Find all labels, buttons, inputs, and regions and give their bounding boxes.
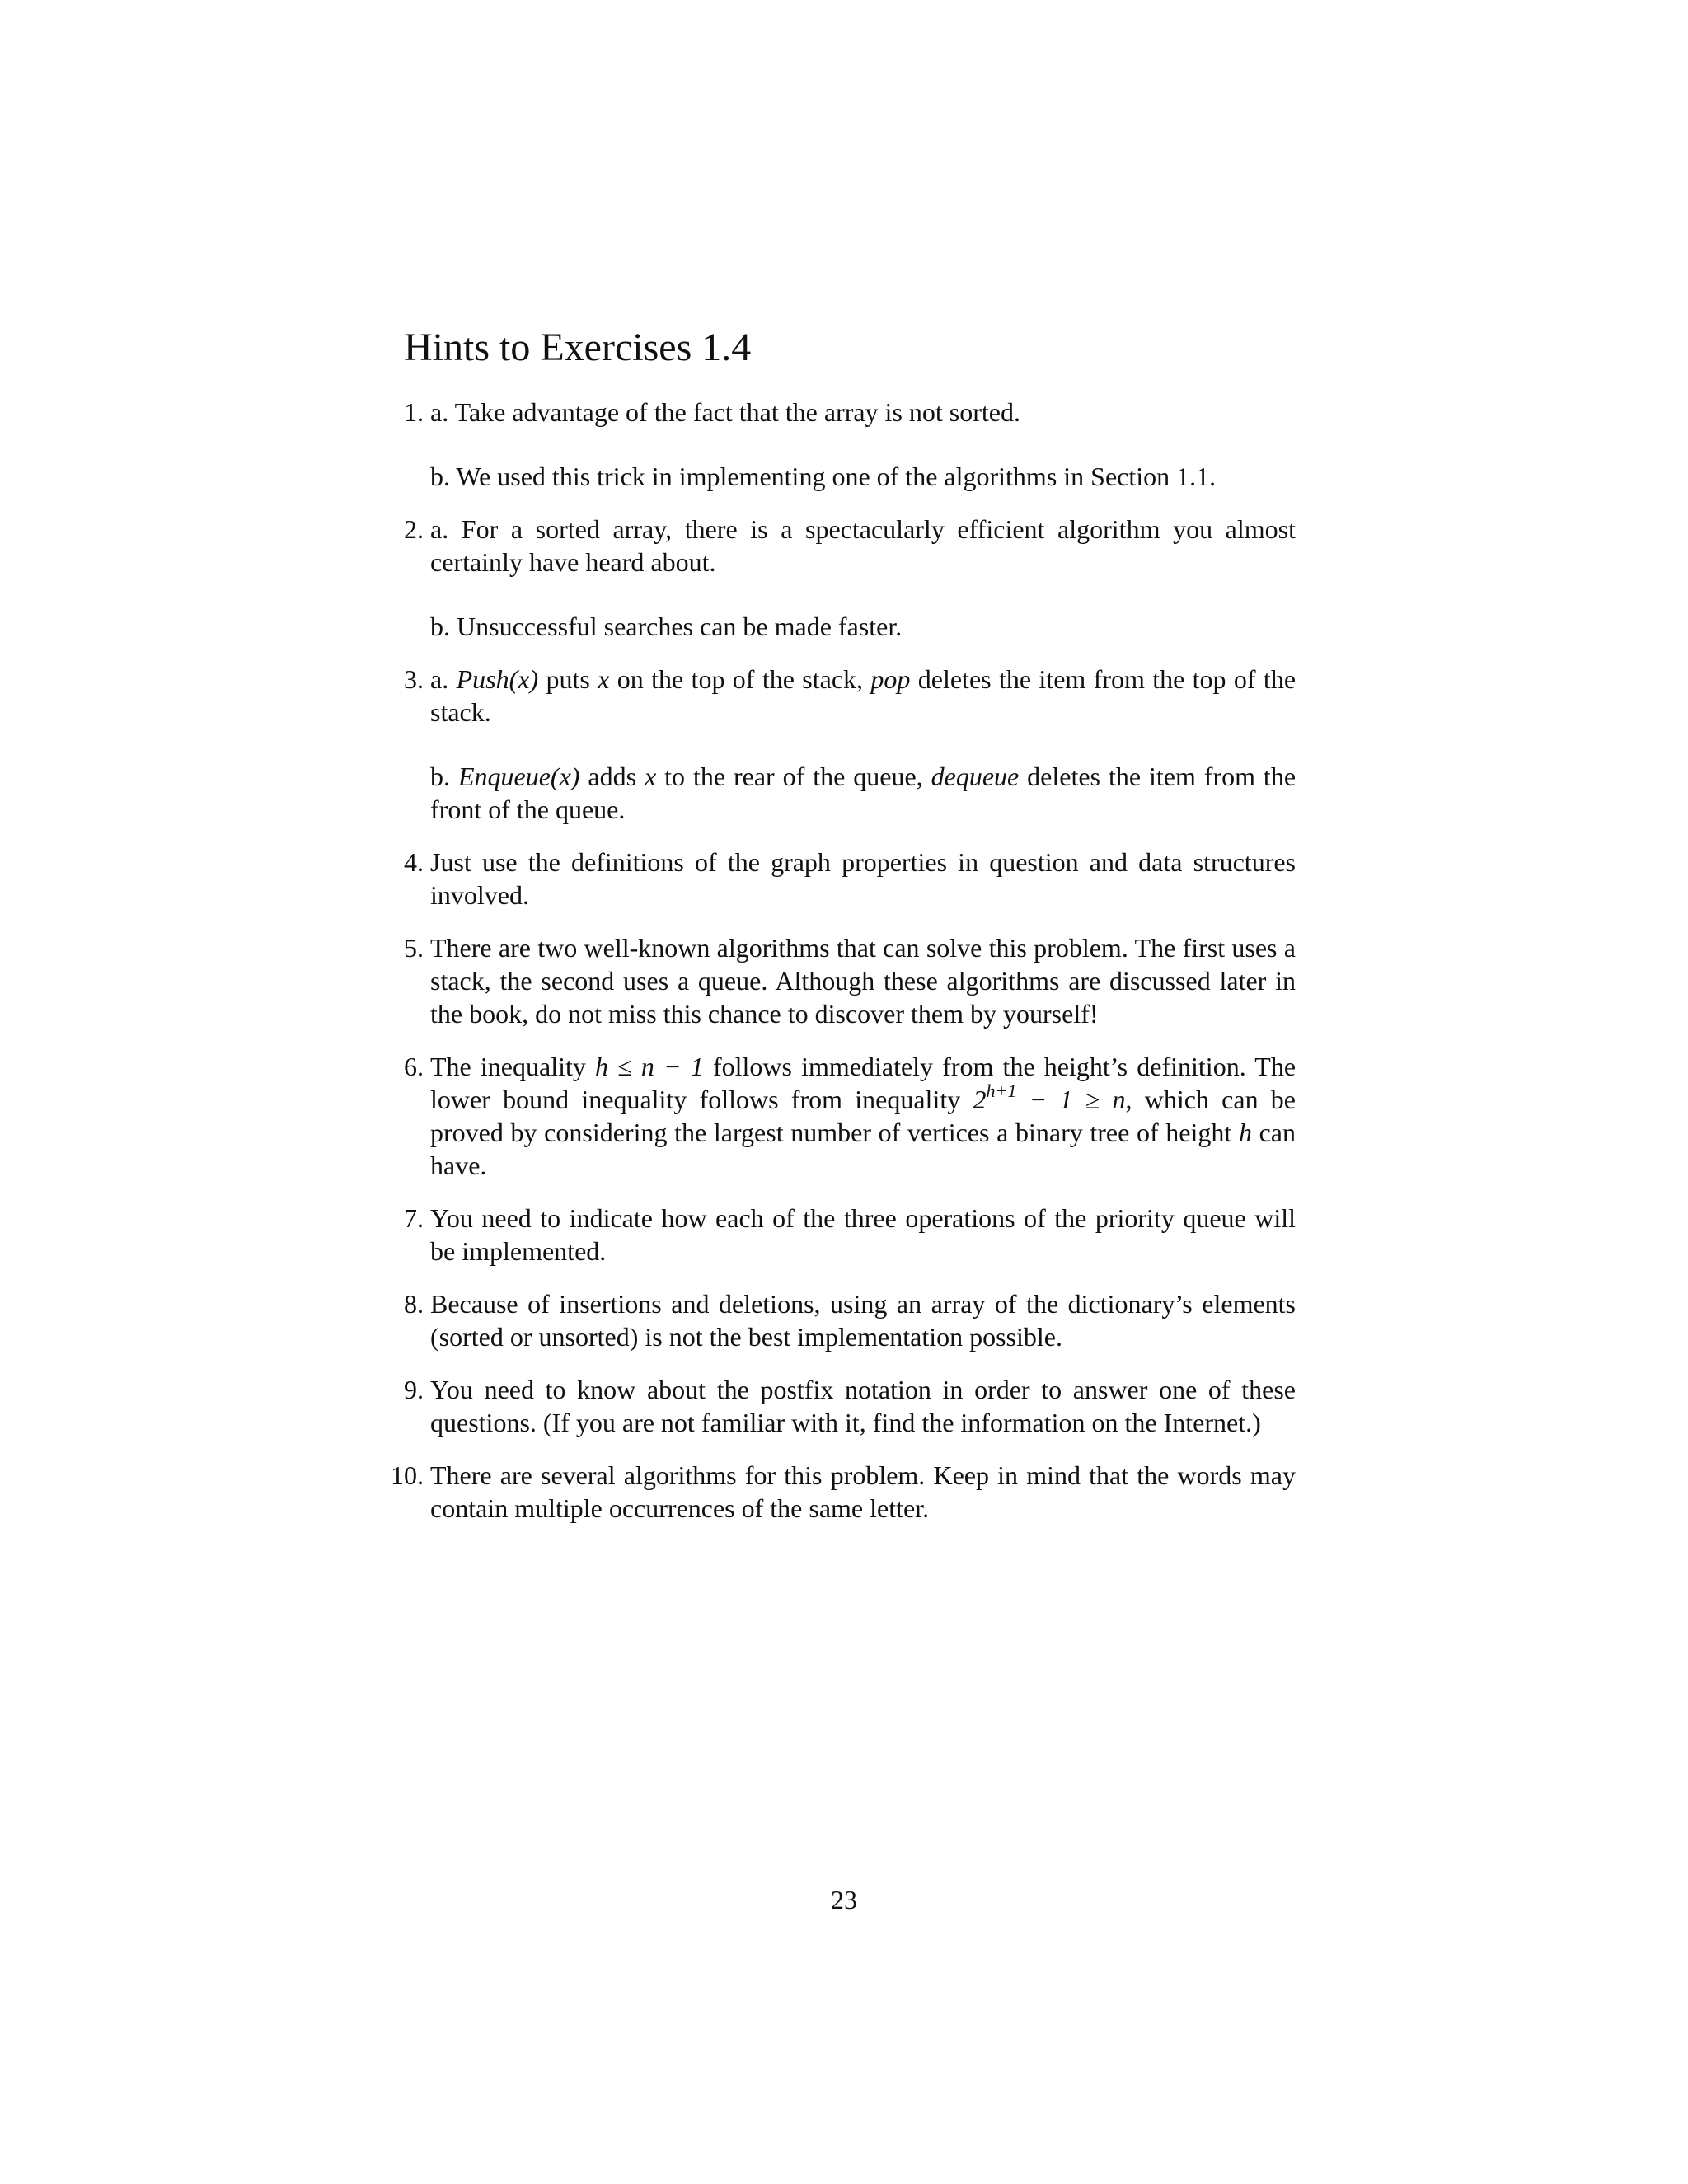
hint-3b-prefix: b. — [430, 762, 458, 791]
hint-6-text: The inequality — [430, 1052, 596, 1081]
hint-3a-text: puts — [538, 664, 598, 694]
list-item-9 — [404, 1373, 1296, 1439]
hint-3b — [430, 760, 1296, 826]
math-h: h — [1238, 1118, 1252, 1147]
item-number: 6. — [404, 1052, 424, 1081]
hint-6-text: follows immediately from the height’s definition. The lower bound inequality follows from inequality — [430, 1052, 1296, 1114]
hint-6 — [430, 1050, 1296, 1182]
hint-9: You need to know about the postfix notation in order to answer one of these questions. (If you are not familiar with it, find the information on the Internet.) — [430, 1375, 1296, 1437]
list-item-7 — [404, 1202, 1296, 1268]
list-item-8 — [404, 1287, 1296, 1353]
math-x: x — [644, 762, 657, 791]
math-exponent: h+1 — [986, 1080, 1017, 1102]
pop-term: pop — [870, 664, 911, 694]
hint-4: Just use the definitions of the graph properties in question and data structures involved. — [430, 847, 1296, 910]
item-number: 7. — [404, 1203, 424, 1233]
list-item-5 — [404, 931, 1296, 1030]
hint-2b: b. Unsuccessful searches can be made faster. — [430, 612, 903, 641]
item-number: 9. — [404, 1375, 424, 1404]
math-x: x — [598, 664, 610, 694]
hints-list — [391, 396, 1296, 1544]
push-term: Push(x) — [456, 664, 539, 694]
math-inequality-upper: h ≤ n − 1 — [595, 1052, 704, 1081]
hint-2a: a. For a sorted array, there is a spectacularly efficient algorithm you almost certainly have heard about. — [430, 514, 1296, 577]
item-number: 5. — [404, 933, 424, 963]
list-item-4 — [404, 846, 1296, 912]
hint-3b-text: deletes the item from the front of the queue. — [430, 762, 1296, 824]
list-item-3 — [404, 663, 1296, 826]
hint-6-text: can have. — [430, 1118, 1296, 1180]
hint-3a-text: deletes the item from the top of the stack. — [430, 664, 1296, 727]
hint-10: There are several algorithms for this problem. Keep in mind that the words may contain multiple occurrences of the same letter. — [430, 1460, 1296, 1523]
hint-3b-text: to the rear of the queue, — [656, 762, 931, 791]
math-inequality-lower — [973, 1080, 1126, 1114]
list-item-2 — [404, 513, 1296, 643]
hint-3a — [430, 663, 1296, 729]
page-title: Hints to Exercises 1.4 — [404, 326, 752, 369]
list-item-6 — [404, 1050, 1296, 1182]
hint-3a-prefix: a. — [430, 664, 457, 694]
hint-1b: b. We used this trick in implementing one of the algorithms in Section 1.1. — [430, 462, 1217, 491]
item-number: 8. — [404, 1289, 424, 1319]
math-base: 2 — [973, 1085, 987, 1114]
item-number: 4. — [404, 847, 424, 877]
item-number: 2. — [404, 514, 424, 544]
hint-3b-text: adds — [579, 762, 645, 791]
item-number: 1. — [404, 397, 424, 427]
list-item-10 — [391, 1459, 1296, 1525]
hint-1a: a. Take advantage of the fact that the array is not sorted. — [430, 397, 1020, 427]
math-rest: − 1 ≥ n — [1016, 1085, 1126, 1114]
item-number: 10. — [391, 1460, 424, 1490]
hint-5: There are two well-known algorithms that can solve this problem. The first uses a stack, the second uses a queue. Although these algorithms are discussed later in the book, do not miss this chance to discover them by yourself! — [430, 933, 1296, 1029]
page-number: 23 — [831, 1885, 857, 1915]
hint-3a-text: on the top of the stack, — [609, 664, 871, 694]
hint-7: You need to indicate how each of the three operations of the priority queue will be implemented. — [430, 1203, 1296, 1266]
list-item-1 — [404, 396, 1296, 493]
item-number: 3. — [404, 664, 424, 694]
enqueue-term: Enqueue(x) — [457, 762, 580, 791]
hint-6-text: , which can be proved by considering the largest number of vertices a binary tree of height — [430, 1085, 1296, 1147]
dequeue-term: dequeue — [931, 762, 1020, 791]
hint-8: Because of insertions and deletions, using an array of the dictionary’s elements (sorted or unsorted) is not the best implementation possible. — [430, 1289, 1296, 1352]
